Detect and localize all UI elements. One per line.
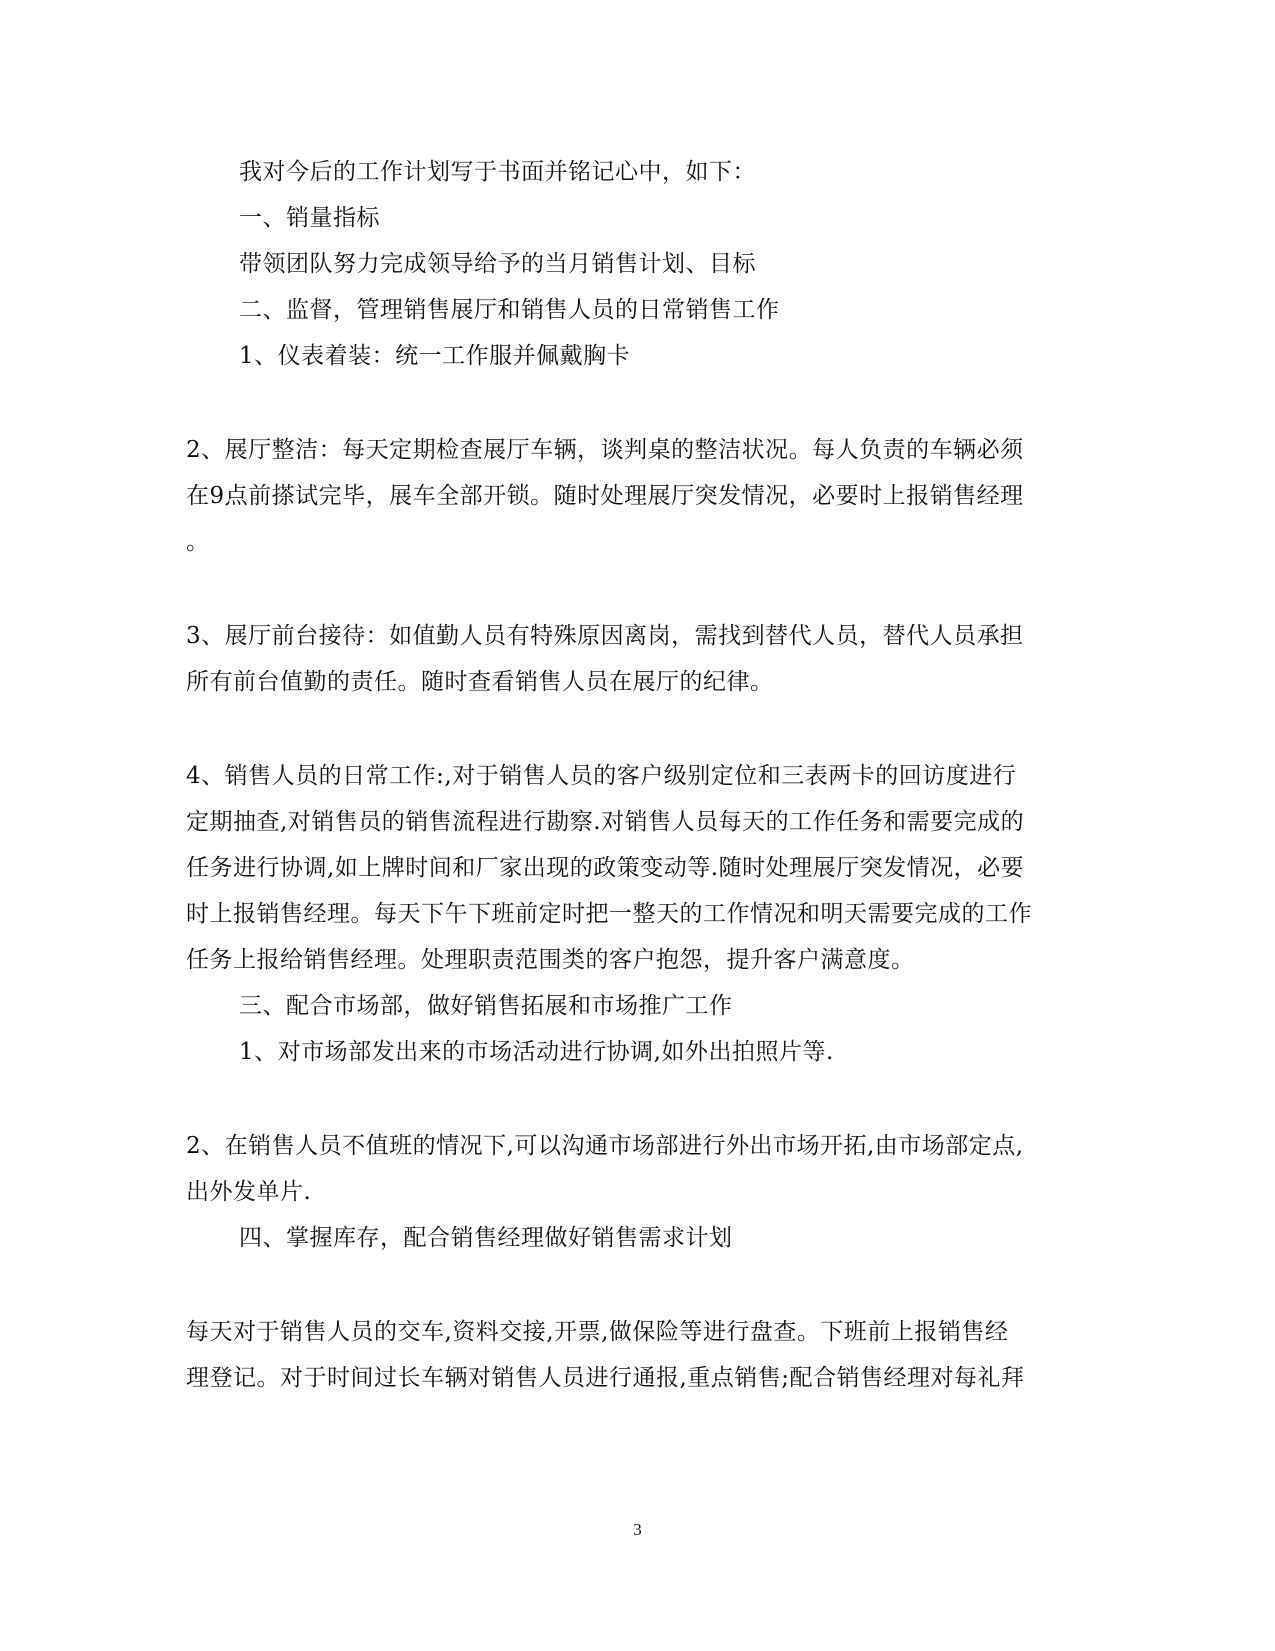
text-line: 2、在销售人员不值班的情况下,可以沟通市场部进行外出市场开拓,由市场部定点, [186, 1133, 1024, 1159]
text-line: 理登记。对于时间过长车辆对销售人员进行通报,重点销售;配合销售经理对每礼拜 [186, 1365, 1025, 1391]
text-line: 每天对于销售人员的交车,资料交接,开票,做保险等进行盘查。下班前上报销售经 [186, 1319, 1009, 1345]
text-line: 。 [186, 529, 210, 555]
text-line: 带领团队努力完成领导给予的当月销售计划、目标 [239, 251, 756, 277]
section-heading: 二、监督，管理销售展厅和销售人员的日常销售工作 [239, 297, 780, 323]
text-line: 时上报销售经理。每天下午下班前定时把一整天的工作情况和明天需要完成的工作 [186, 901, 1032, 927]
text-line: 任务上报给销售经理。处理职责范围类的客户抱怨，提升客户满意度。 [186, 947, 915, 973]
text-line: 4、销售人员的日常工作:,对于销售人员的客户级别定位和三表两卡的回访度进行 [186, 763, 1017, 789]
text-line: 定期抽查,对销售员的销售流程进行勘察.对销售人员每天的工作任务和需要完成的 [186, 809, 1025, 835]
text-line: 在9点前搽试完毕，展车全部开锁。随时处理展厅突发情况，必要时上报销售经理 [186, 483, 1024, 509]
text-line: 所有前台值勤的责任。随时查看销售人员在展厅的纪律。 [186, 669, 774, 695]
text-line: 3、展厅前台接待：如值勤人员有特殊原因离岗，需找到替代人员，替代人员承担 [186, 623, 1024, 649]
text-line: 1、对市场部发出来的市场活动进行协调,如外出拍照片等. [239, 1039, 834, 1065]
text-line: 出外发单片. [186, 1179, 312, 1205]
text-line: 我对今后的工作计划写于书面并铭记心中，如下： [239, 159, 756, 185]
section-heading: 三、配合市场部，做好销售拓展和市场推广工作 [239, 993, 733, 1019]
text-line: 任务进行协调,如上牌时间和厂家出现的政策变动等.随时处理展厅突发情况，必要 [186, 855, 1025, 881]
text-line: 1、仪表着装：统一工作服并佩戴胸卡 [239, 343, 631, 369]
text-line: 2、展厅整洁：每天定期检查展厅车辆，谈判桌的整洁状况。每人负责的车辆必须 [186, 437, 1024, 463]
page-number: 3 [633, 1520, 642, 1539]
section-heading: 四、掌握库存，配合销售经理做好销售需求计划 [239, 1225, 733, 1251]
section-heading: 一、销量指标 [239, 205, 380, 231]
